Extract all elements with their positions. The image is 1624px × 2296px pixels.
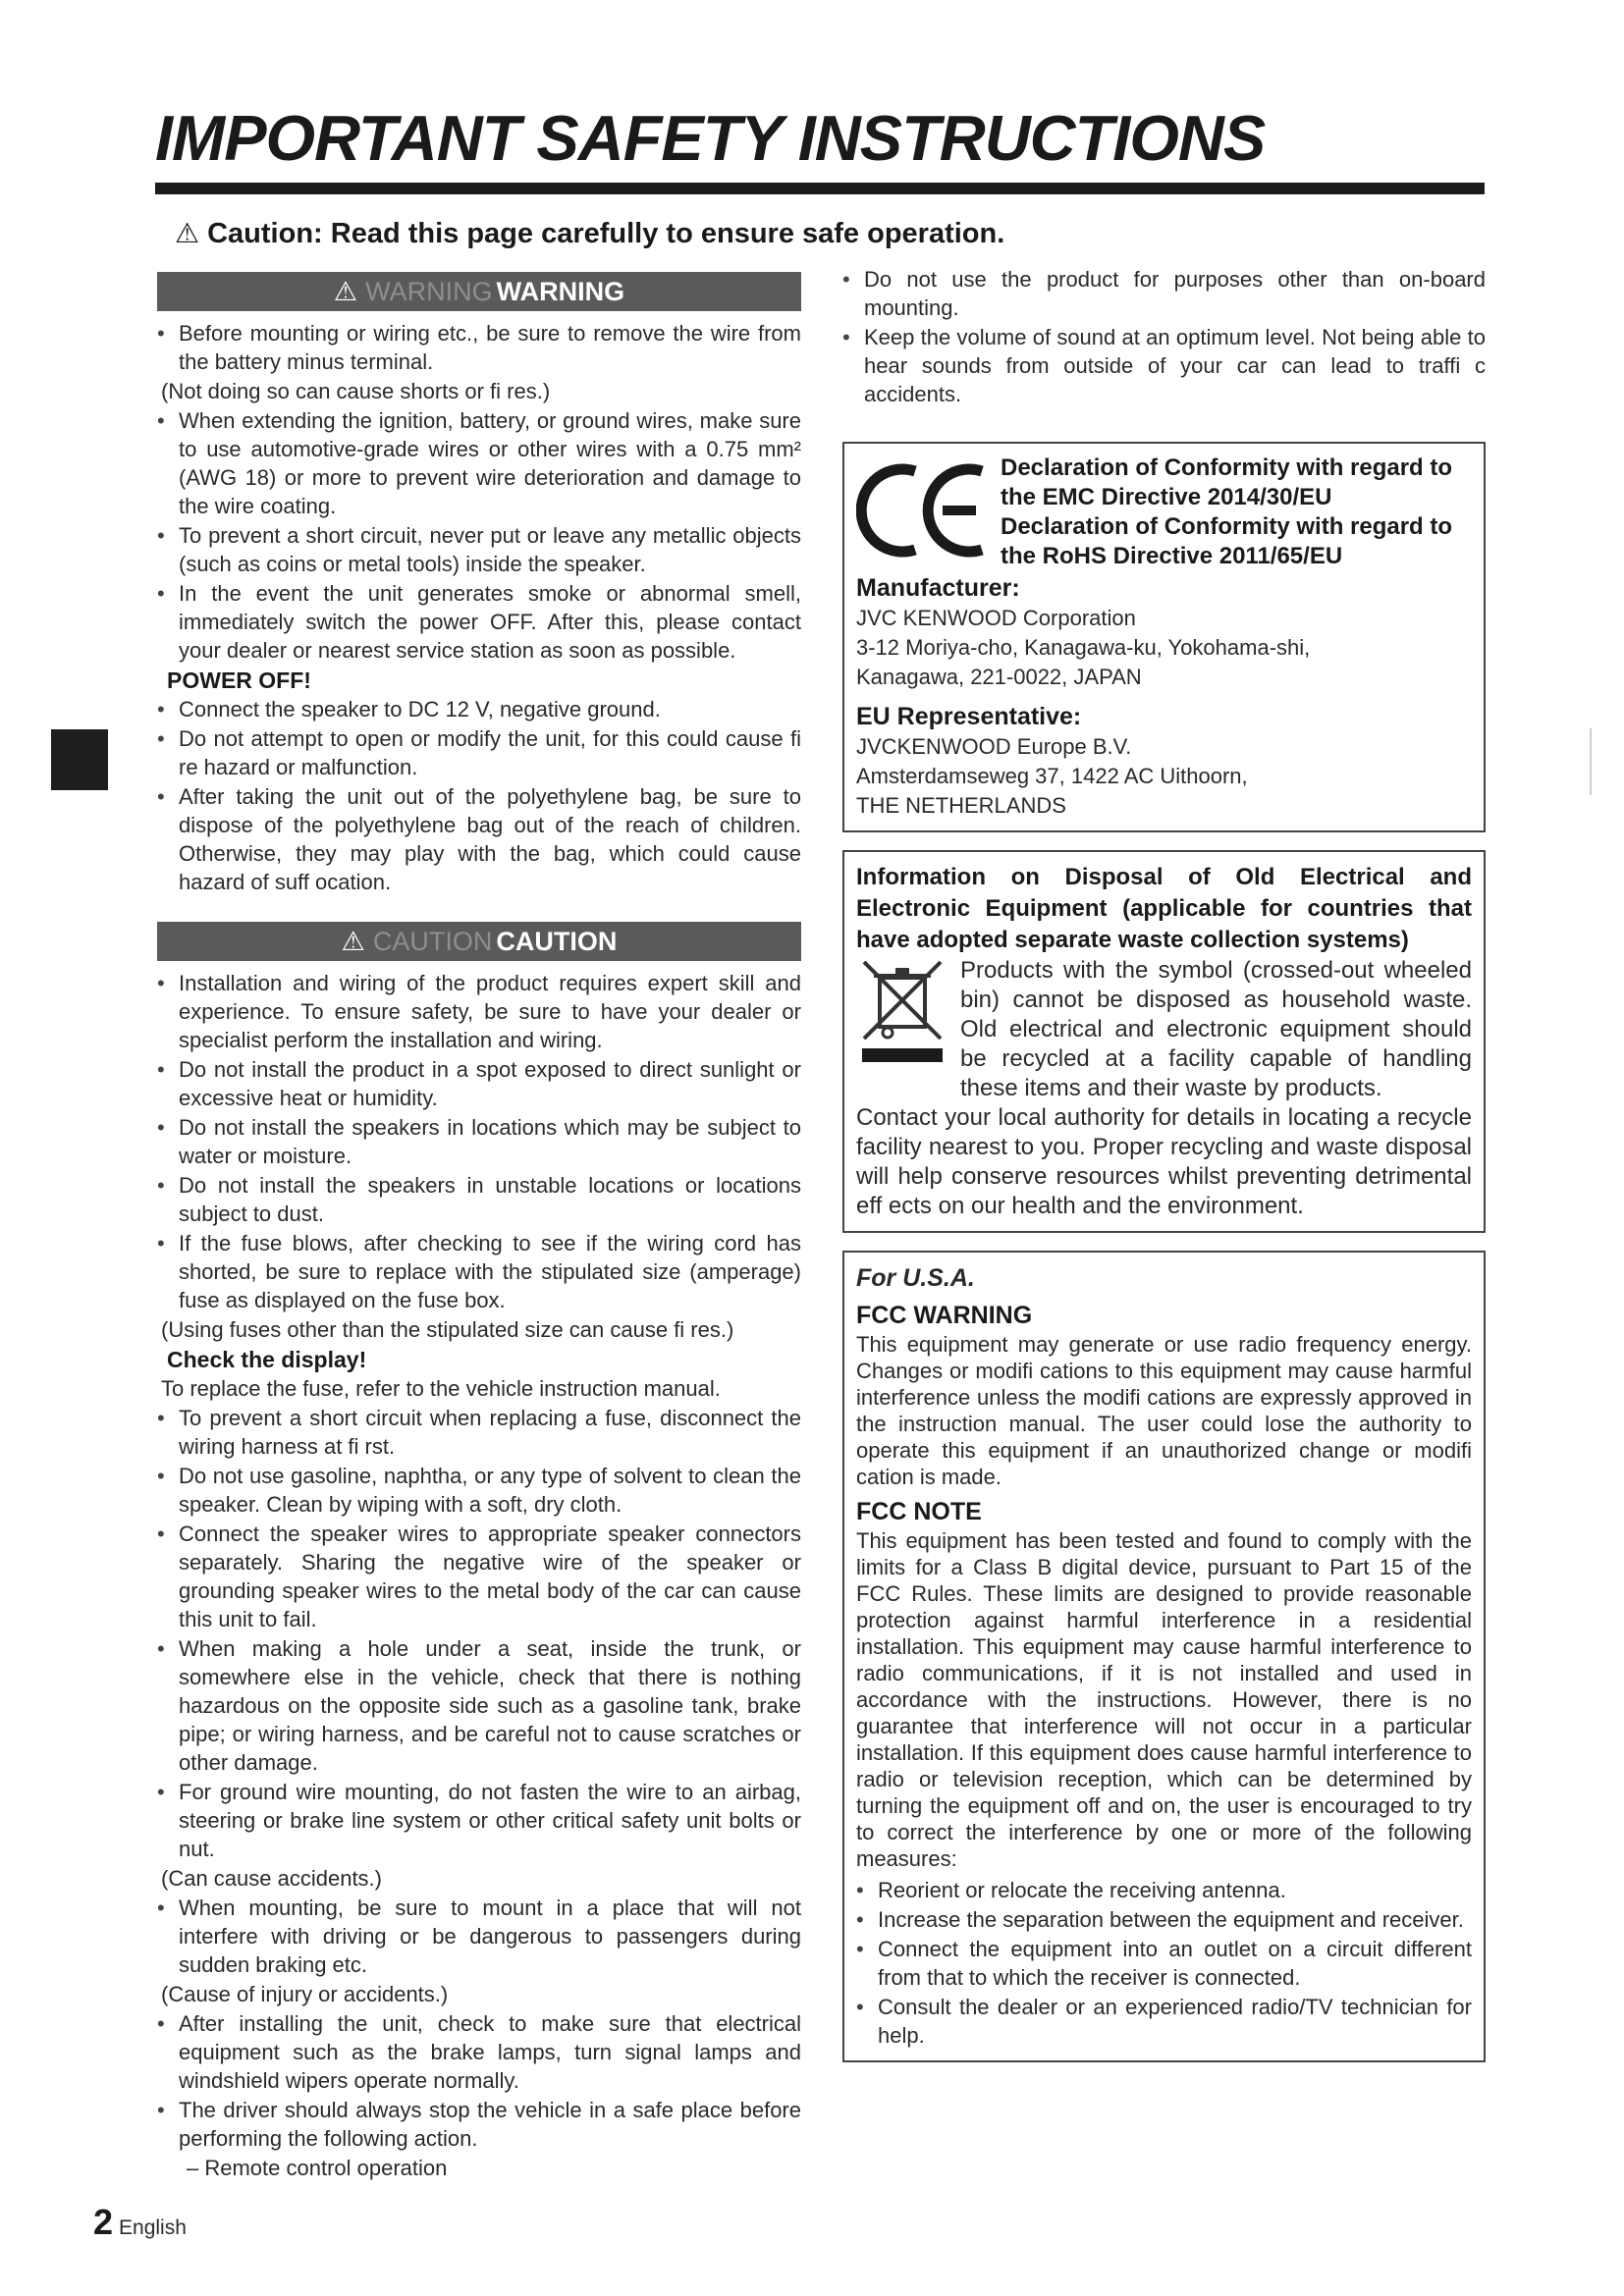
list-item: • Do not install the product in a spot exposed to direct sunlight or excessive heat or humidity. [157, 1055, 801, 1112]
title-rule [155, 183, 1485, 194]
disposal-body: Contact your local authority for details in locating a recycle facility nearest to you. Proper recycling and waste disposal will help conserve resources whilst preventing detrimental eff ects on our health and the environment. [856, 1104, 1472, 1219]
caution-list [157, 969, 801, 1314]
rohs-declaration: Declaration of Conformity with regard to the RoHS Directive 2011/65/EU [1001, 513, 1453, 569]
list-item: • Consult the dealer or an experienced radio/TV technician for help. [856, 1993, 1472, 2050]
power-off-label: POWER OFF! [167, 667, 311, 693]
list-item: • Do not use gasoline, naphtha, or any type of solvent to clean the speaker. Clean by wiping with a soft, dry cloth. [157, 1462, 801, 1519]
margin-mark [1590, 728, 1592, 795]
eu-rep-label: EU Representative: [856, 703, 1082, 730]
list-item: • After taking the unit out of the polyethylene bag, be sure to dispose of the polyethylene bag out of the reach of children. Otherwise, they may play with the bag, which could cause hazard of suff ocation. [157, 782, 801, 896]
fcc-note-title: FCC NOTE [856, 1498, 982, 1525]
list-item: • Connect the equipment into an outlet on a circuit different from that to which the receiver is connected. [856, 1935, 1472, 1992]
right-column [842, 265, 1486, 2062]
disposal-title: Information on Disposal of Old Electrical and Electronic Equipment (applicable for countries that have adopted separate waste collection systems) [856, 864, 1472, 953]
disposal-symbol-text: Products with the symbol (crossed-out wheeled bin) cannot be disposed as household waste. Old electrical and electronic equipment should be recycled at a facility capable of handling these items and their waste by products. [960, 957, 1472, 1101]
note: (Can cause accidents.) [161, 1866, 382, 1891]
list-item: • Do not install the speakers in unstable locations or locations subject to dust. [157, 1171, 801, 1228]
caution-bar [157, 922, 801, 961]
note: To replace the fuse, refer to the vehicle instruction manual. [161, 1376, 721, 1401]
list-item: • For ground wire mounting, do not fasten the wire to an airbag, steering or brake line system or other critical safety unit bolts or nut. [157, 1778, 801, 1863]
list-item: • Keep the volume of sound at an optimum level. Not being able to hear sounds from outside of your car can lead to traffi c accidents. [842, 323, 1486, 408]
list-item: • After installing the unit, check to make sure that electrical equipment such as the brake lamps, turn signal lamps and windshield wipers operate normally. [157, 2009, 801, 2095]
list-item: • Do not use the product for purposes other than on-board mounting. [842, 265, 1486, 322]
emc-declaration: Declaration of Conformity with regard to the EMC Directive 2014/30/EU [1001, 454, 1453, 510]
manufacturer-line: 3-12 Moriya-cho, Kanagawa-ku, Yokohama-shi, [856, 635, 1311, 660]
list-item: • To prevent a short circuit, never put or leave any metallic objects (such as coins or metal tools) inside the speaker. [157, 521, 801, 578]
list-item: • The driver should always stop the vehicle in a safe place before performing the following action. [157, 2096, 801, 2153]
page-number: 2 [93, 2202, 114, 2242]
list-item: • Before mounting or wiring etc., be sure to remove the wire from the battery minus terminal. [157, 319, 801, 376]
manufacturer-label: Manufacturer: [856, 574, 1020, 602]
usage-list [842, 265, 1486, 408]
list-item: • In the event the unit generates smoke or abnormal smell, immediately switch the power OFF. After this, please contact your dealer or nearest service station as soon as possible. [157, 579, 801, 665]
warning-list [157, 406, 801, 665]
manufacturer-line: JVC KENWOOD Corporation [856, 606, 1136, 630]
section-tab-marker [51, 729, 108, 790]
remote-control-item: – Remote control operation [187, 2156, 448, 2180]
note: (Not doing so can cause shorts or fi res.) [161, 379, 551, 403]
list-item: • Connect the speaker wires to appropriate speaker connectors separately. Sharing the negative wire of the speaker or grounding speaker wires to the metal body of the car can cause this unit to fail. [157, 1520, 801, 1633]
list-item: • Do not attempt to open or modify the unit, for this could cause fi re hazard or malfunction. [157, 724, 801, 781]
page-footer [93, 2202, 187, 2243]
warning-list [157, 319, 801, 376]
caution-list [157, 1894, 801, 1979]
conformity-box [842, 442, 1486, 832]
eu-rep-line: THE NETHERLANDS [856, 793, 1066, 818]
left-column [157, 272, 801, 2182]
warning-triangle-icon: ⚠ [175, 218, 200, 248]
crossed-out-bin-icon [858, 958, 947, 1066]
list-item: • Do not install the speakers in locations which may be subject to water or moisture. [157, 1113, 801, 1170]
fcc-warning-title: FCC WARNING [856, 1302, 1033, 1329]
language-label: English [119, 2216, 187, 2239]
list-item: • When mounting, be sure to mount in a place that will not interfere with driving or be dangerous to passengers during sudden braking etc. [157, 1894, 801, 1979]
fcc-note-body: This equipment has been tested and found to comply with the limits for a Class B digital device, pursuant to Part 15 of the FCC Rules. These limits are designed to provide reasonable protection against harmful interference in a residential installation. This equipment may cause harmful interference to radio communications, if it is not installed and used in accordance with the instructions. However, there is no guarantee that interference will not occur in a particular installation. If this equipment does cause harmful interference to radio or television reception, which can be determined by turning the equipment off and on, the user is encouraged to try to correct the interference by one or more of the following measures: [856, 1528, 1472, 1871]
list-item: • Reorient or relocate the receiving antenna. [856, 1876, 1472, 1904]
fcc-box [842, 1251, 1486, 2062]
warning-label: WARNING [496, 277, 625, 306]
list-item: • When extending the ignition, battery, or ground wires, make sure to use automotive-grade wires or other wires with a 0.75 mm² (AWG 18) or more to prevent wire deterioration and damage to the wire coating. [157, 406, 801, 520]
fcc-measures-list [856, 1876, 1472, 2050]
eu-rep-line: JVCKENWOOD Europe B.V. [856, 734, 1132, 759]
list-item: • If the fuse blows, after checking to see if the wiring cord has shorted, be sure to replace with the stipulated size (amperage) fuse as displayed on the fuse box. [157, 1229, 801, 1314]
caution-list [157, 2009, 801, 2153]
ce-mark-icon [856, 454, 989, 566]
manufacturer-line: Kanagawa, 221-0022, JAPAN [856, 665, 1142, 689]
note: (Using fuses other than the stipulated size can cause fi res.) [161, 1317, 734, 1342]
list-item: • Installation and wiring of the product requires expert skill and experience. To ensure safety, be sure to have your dealer or specialist perform the installation and wiring. [157, 969, 801, 1054]
list-item: • When making a hole under a seat, inside the trunk, or somewhere else in the vehicle, check that there is nothing hazardous on the opposite side such as a gasoline tank, brake pipe; or wiring harness, and be careful not to cause scratches or other damage. [157, 1634, 801, 1777]
warning-triangle-icon: ⚠ [333, 277, 358, 306]
note: (Cause of injury or accidents.) [161, 1982, 449, 2006]
caution-heading-text: Caution: Read this page carefully to ensure safe operation. [207, 218, 1005, 249]
check-display-label: Check the display! [167, 1347, 367, 1372]
page-title: IMPORTANT SAFETY INSTRUCTIONS [155, 102, 1266, 174]
caution-label: CAUTION [496, 927, 618, 956]
list-item: • To prevent a short circuit when replacing a fuse, disconnect the wiring harness at fi rst. [157, 1404, 801, 1461]
list-item: • Increase the separation between the equipment and receiver. [856, 1905, 1472, 1934]
warning-bar [157, 272, 801, 311]
eu-rep-line: Amsterdamseweg 37, 1422 AC Uithoorn, [856, 764, 1248, 788]
warning-triangle-icon: ⚠ [341, 927, 365, 956]
caution-list [157, 1404, 801, 1863]
fcc-warning-body: This equipment may generate or use radio frequency energy. Changes or modifi cations to this equipment may cause harmful interference unless the modifi cations are expressly approved in the instruction manual. The user could lose the authority to operate this equipment if an unauthorized change or modifi cation is made. [856, 1332, 1472, 1489]
warning-ghost-label: WARNING [365, 277, 493, 306]
warning-list [157, 695, 801, 896]
caution-ghost-label: CAUTION [372, 927, 493, 956]
caution-heading [175, 217, 1004, 250]
disposal-box [842, 850, 1486, 1233]
list-item: • Connect the speaker to DC 12 V, negative ground. [157, 695, 801, 723]
fcc-region: For U.S.A. [856, 1264, 975, 1292]
